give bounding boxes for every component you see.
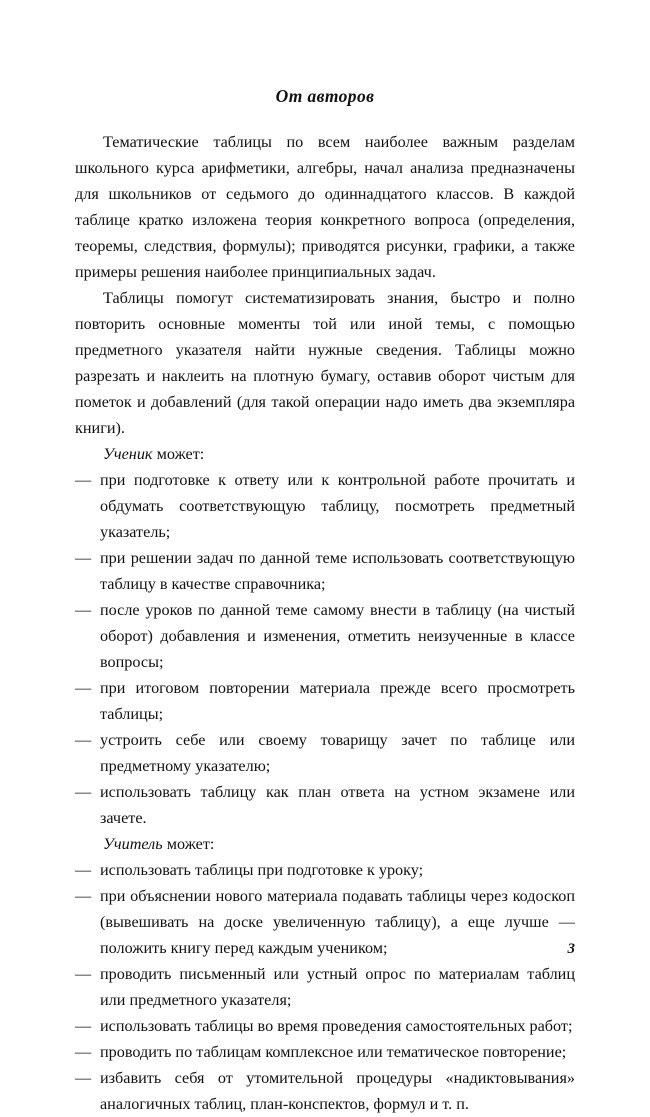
section-heading-student-emphasis: Ученик	[103, 445, 153, 463]
list-item-text: при итоговом повторении материала прежде всего просмотреть таблицы;	[100, 679, 575, 723]
list-item	[75, 467, 575, 545]
em-dash-icon: —	[75, 783, 92, 801]
list-item-text: проводить письменный или устный опрос по материалам таблиц или предметного указателя;	[100, 965, 575, 1009]
list-item	[75, 1013, 575, 1039]
em-dash-icon: —	[75, 887, 92, 905]
page-content	[75, 86, 575, 1117]
list-item	[75, 675, 575, 727]
page-title: От авторов	[275, 86, 375, 106]
list-item	[75, 1065, 575, 1117]
page-number: 3	[567, 941, 575, 957]
em-dash-icon: —	[75, 1017, 92, 1035]
paragraph-intro: Тематические таблицы по всем наиболее важным разделам школьного курса арифметики, алгебры, начал анализа предназначены для школьников от седьмого до одиннадцатого классов. В каждой таблице кратко изложена теория конкретного вопроса (определения, теоремы, следствия, формулы); приводятся рисунки, графики, а также примеры решения наиболее принципиальных задач.	[75, 133, 575, 281]
list-item	[75, 597, 575, 675]
em-dash-icon: —	[75, 549, 92, 567]
list-item	[75, 545, 575, 597]
list-item-text: после уроков по данной теме самому внести в таблицу (на чистый оборот) добавления и изменения, отметить неизученные в классе вопросы;	[100, 601, 575, 671]
list-item-text: при решении задач по данной теме использовать соответствующую таблицу в качестве справочника;	[100, 549, 575, 593]
list-item-text: использовать таблицы при подготовке к уроку;	[100, 861, 424, 879]
list-item-text: использовать таблицы во время проведения самостоятельных работ;	[100, 1017, 573, 1035]
list-item	[75, 1039, 575, 1065]
list-item-text: использовать таблицу как план ответа на устном экзамене или зачете.	[100, 783, 575, 827]
list-item	[75, 779, 575, 831]
em-dash-icon: —	[75, 601, 92, 619]
section-heading-teacher-rest: может:	[162, 835, 215, 853]
list-item-text: избавить себя от утомительной процедуры «надиктовывания» аналогичных таблиц, план-конспектов, формул и т. п.	[100, 1069, 575, 1113]
em-dash-icon: —	[75, 1069, 92, 1087]
section-heading-student-rest: может:	[152, 445, 205, 463]
em-dash-icon: —	[75, 679, 92, 697]
em-dash-icon: —	[75, 1043, 92, 1061]
section-heading-teacher-emphasis: Учитель	[103, 835, 163, 853]
list-item-text: при объяснении нового материала подавать таблицы через кодоскоп (вывешивать на доске увеличенную таблицу), а еще лучше — положить книгу перед каждым учеником;	[100, 887, 575, 957]
list-item-text: устроить себе или своему товарищу зачет по таблице или предметному указателю;	[100, 731, 575, 775]
section-heading-student	[75, 441, 575, 467]
em-dash-icon: —	[75, 861, 92, 879]
list-item	[75, 961, 575, 1013]
list-item-text: при подготовке к ответу или к контрольной работе прочитать и обдумать соответствующую таблицу, посмотреть предметный указатель;	[100, 471, 575, 541]
teacher-capability-list	[75, 857, 575, 1117]
paragraph-benefits: Таблицы помогут систематизировать знания, быстро и полно повторить основные моменты той или иной темы, с помощью предметного указателя найти нужные сведения. Таблицы можно разрезать и наклеить на плотную бумагу, оставив оборот чистым для пометок и добавлений (для такой операции надо иметь два экземпляра книги).	[75, 289, 575, 437]
em-dash-icon: —	[75, 731, 92, 749]
section-heading-teacher	[75, 831, 575, 857]
list-item-text: проводить по таблицам комплексное или тематическое повторение;	[100, 1043, 567, 1061]
student-capability-list	[75, 467, 575, 831]
em-dash-icon: —	[75, 471, 92, 489]
em-dash-icon: —	[75, 965, 92, 983]
list-item	[75, 857, 575, 883]
list-item	[75, 727, 575, 779]
